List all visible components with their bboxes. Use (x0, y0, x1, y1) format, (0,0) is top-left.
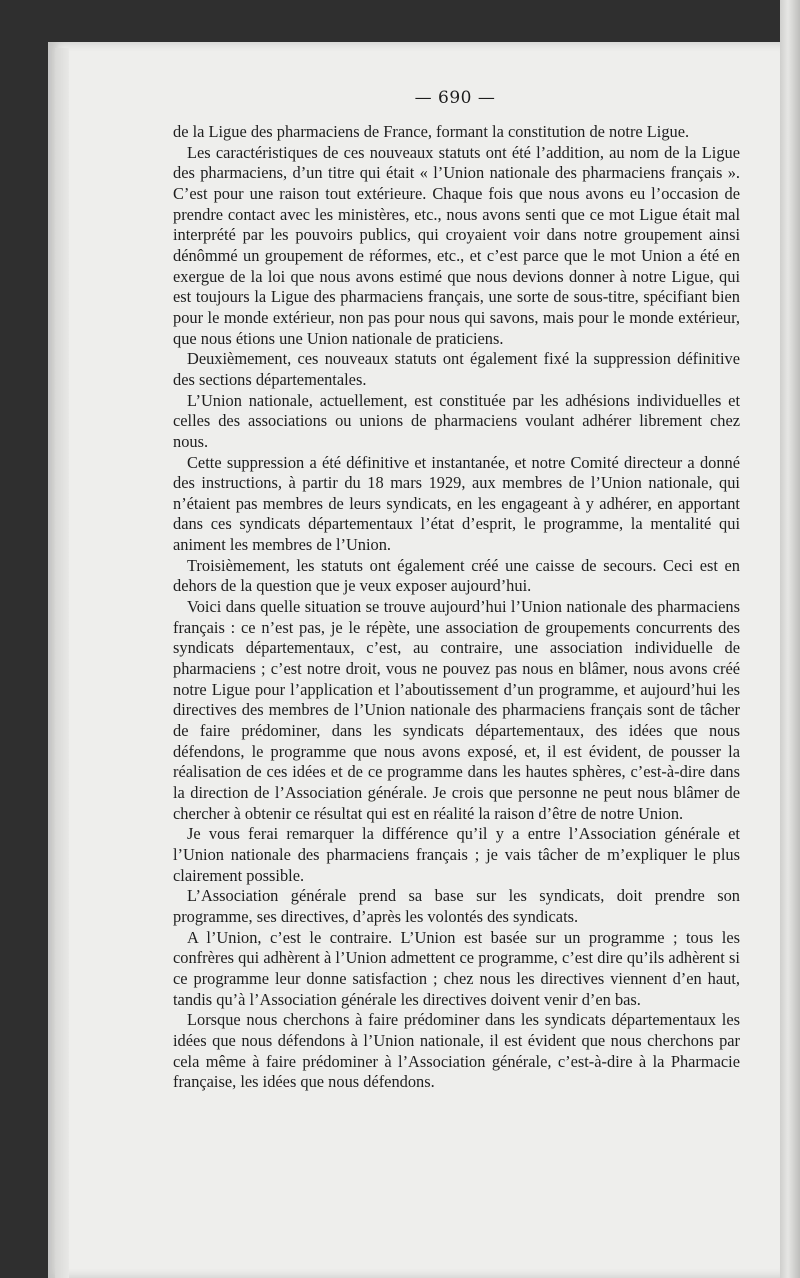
paragraph: Les caractéristiques de ces nouveaux statuts ont été l’addition, au nom de la Ligue des pharmaciens, d’un titre qui était « l’Union nationale des pharmaciens français ». C’est pour une raison tout extérieure. Chaque fois que nous avons eu l’occasion de prendre contact avec les ministères, etc., nous avons senti que ce mot Ligue était mal interprété par les pouvoirs publics, qui croyaient voir dans notre groupement ainsi dénômmé un groupement de réformes, etc., et c’est parce que le mot Union a été en exergue de la loi que nous avons estimé que nous devions donner à notre Ligue, qui est toujours la Ligue des pharmaciens français, une sorte de sous-titre, spécifiant bien pour le monde extérieur, non pas pour nous qui savons, mais pour le monde extérieur, que nous étions une Union nationale de praticiens. (173, 142, 740, 348)
paragraph: A l’Union, c’est le contraire. L’Union est basée sur un programme ; tous les confrères qui adhèrent à l’Union admettent ce programme, c’est dire qu’ils adhèrent si ce programme leur donne satisfaction ; chez nous les directives viennent d’en haut, tandis qu’à l’Association générale les directives doivent venir d’en bas. (173, 927, 740, 1009)
page-stack-edge (780, 0, 800, 1278)
paragraph: Troisièmement, les statuts ont également créé une caisse de secours. Ceci est en dehors de la question que je veux exposer aujourd’hui. (173, 555, 740, 596)
paragraph: de la Ligue des pharmaciens de France, formant la constitution de notre Ligue. (173, 122, 690, 141)
paragraph: Voici dans quelle situation se trouve aujourd’hui l’Union nationale des pharmaciens français : ce n’est pas, je le répète, une association de groupements concurrents des syndicats départementaux, c’est, au contraire, une association individuelle de pharmaciens ; c’est notre droit, vous ne pouvez pas nous en blâmer, nous avons créé notre Ligue pour l’application et l’aboutissement d’un programme, et aujourd’hui les directives des membres de l’Union nationale des pharmaciens français sont de tâcher de faire prédominer, dans les syndicats départementaux, des idées que nous défendons, le programme que nous avons exposé, et, il est évident, de pousser la réalisation de ces idées et de ce programme dans les hautes sphères, c’est-à-dire dans la direction de l’Association générale. Je crois que personne ne peut nous blâmer de chercher à obtenir ce résultat qui est en réalité la raison d’être de notre Union. (173, 597, 740, 823)
paragraph: L’Union nationale, actuellement, est constituée par les adhésions individuelles et celles des associations ou unions de pharmaciens voulant adhérer librement chez nous. (173, 390, 740, 451)
paragraph: Cette suppression a été définitive et instantanée, et notre Comité directeur a donné des instructions, à partir du 18 mars 1929, aux membres de l’Union nationale, qui n’étaient pas membres de leurs syndicats, en les engageant à y adhérer, en apportant dans ces syndicats départementaux l’état d’esprit, le programme, la mentalité qui animent les membres de l’Union. (173, 452, 740, 555)
paragraph: Lorsque nous cherchons à faire prédominer dans les syndicats départementaux les idées que nous défendons à l’Union nationale, il est évident que nous cherchons par cela même à faire prédominer à l’Association générale, c’est-à-dire à la Pharmacie française, les idées que nous défendons. (173, 1010, 740, 1092)
page-gutter (55, 48, 69, 1278)
paragraph: Deuxièmement, ces nouveaux statuts ont également fixé la suppression définitive des sections départementales. (173, 349, 740, 389)
page-number: — 690 — (414, 88, 496, 108)
paragraph: Je vous ferai remarquer la différence qu’il y a entre l’Association générale et l’Union nationale des pharmaciens français ; je vais tâcher de m’expliquer le plus clairement possible. (173, 824, 740, 885)
body-text (173, 122, 740, 1093)
paragraph: L’Association générale prend sa base sur les syndicats, doit prendre son programme, ses directives, d’après les volontés des syndicats. (173, 886, 740, 926)
